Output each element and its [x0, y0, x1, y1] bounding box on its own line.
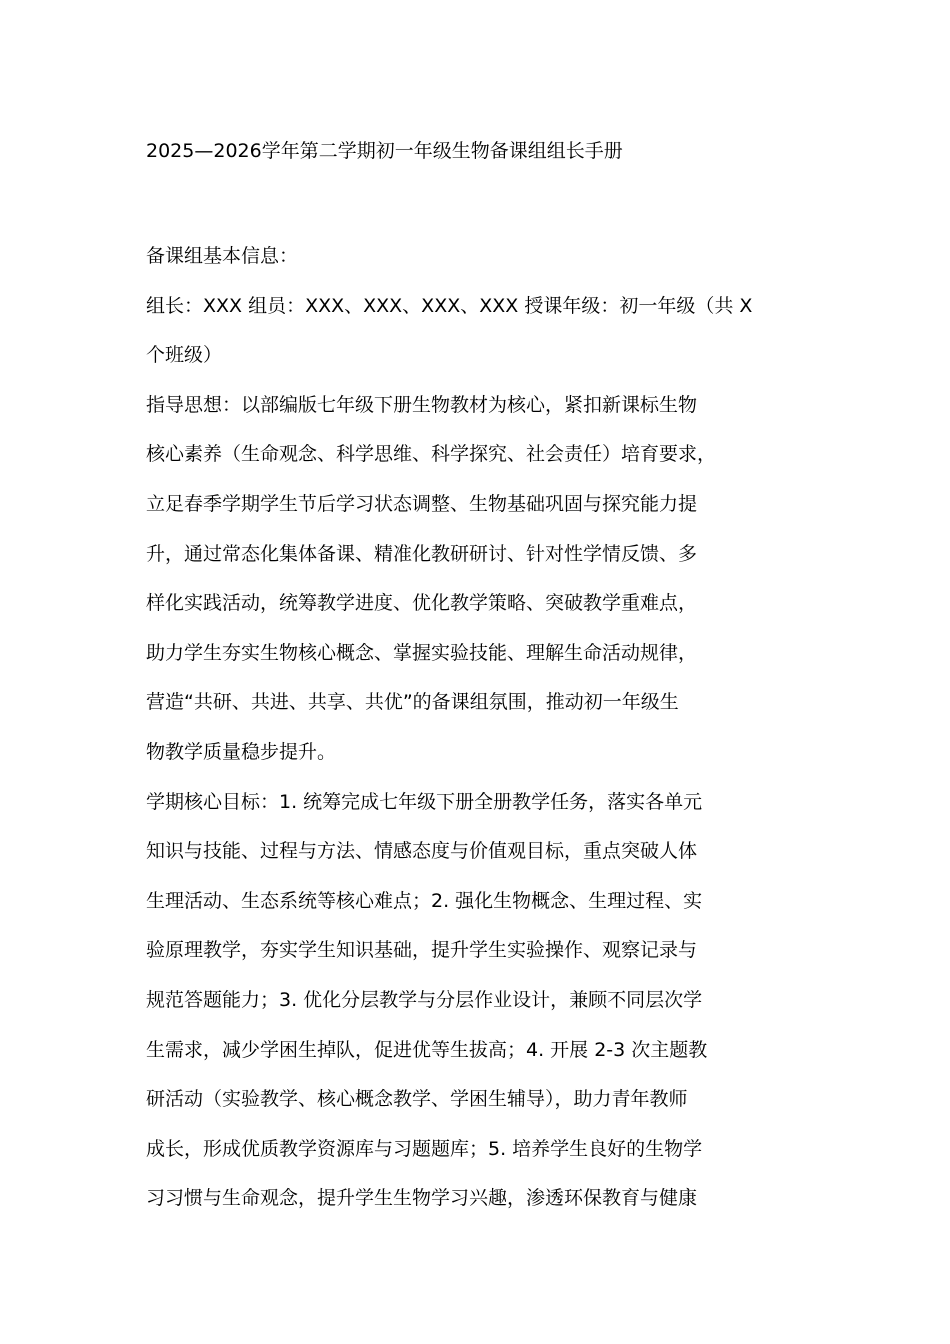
document-title: 2025—2026学年第二学期初一年级生物备课组组长手册 — [146, 140, 623, 162]
text-line: 营造“共研、共进、共享、共优”的备课组氛围，推动初一年级生 — [146, 691, 679, 714]
text-line: 指导思想：以部编版七年级下册生物教材为核心，紧扣新课标生物 — [146, 393, 698, 416]
text-line: 习习惯与生命观念，提升学生生物学习兴趣，渗透环保教育与健康 — [146, 1187, 698, 1210]
text-line: 组长：XXX 组员：XXX、XXX、XXX、XXX 授课年级：初一年级（共 X — [146, 294, 753, 317]
document-body — [146, 232, 826, 1224]
text-line: 核心素养（生命观念、科学思维、科学探究、社会责任）培育要求， — [146, 443, 717, 466]
text-line: 验原理教学，夯实学生知识基础，提升学生实验操作、观察记录与 — [146, 939, 698, 962]
text-line: 样化实践活动，统筹教学进度、优化教学策略、突破教学重难点， — [146, 592, 698, 615]
text-line: 规范答题能力；3. 优化分层教学与分层作业设计，兼顾不同层次学 — [146, 988, 703, 1011]
text-line: 成长，形成优质教学资源库与习题题库；5. 培养学生良好的生物学 — [146, 1137, 703, 1160]
text-line: 物教学质量稳步提升。 — [146, 740, 337, 763]
text-line: 立足春季学期学生节后学习状态调整、生物基础巩固与探究能力提 — [146, 492, 698, 515]
text-line: 生需求，减少学困生掉队，促进优等生拔高；4. 开展 2-3 次主题教 — [146, 1038, 708, 1061]
text-line: 研活动（实验教学、核心概念教学、学困生辅导），助力青年教师 — [146, 1088, 688, 1111]
text-line: 升，通过常态化集体备课、精准化教研研讨、针对性学情反馈、多 — [146, 542, 698, 565]
text-line: 知识与技能、过程与方法、情感态度与价值观目标，重点突破人体 — [146, 840, 698, 863]
text-line: 生理活动、生态系统等核心难点；2. 强化生物概念、生理过程、实 — [146, 889, 703, 912]
text-line: 学期核心目标：1. 统筹完成七年级下册全册教学任务，落实各单元 — [146, 790, 703, 813]
text-line: 个班级） — [146, 344, 223, 367]
text-line: 备课组基本信息： — [146, 245, 299, 267]
text-line: 助力学生夯实生物核心概念、掌握实验技能、理解生命活动规律， — [146, 641, 698, 664]
